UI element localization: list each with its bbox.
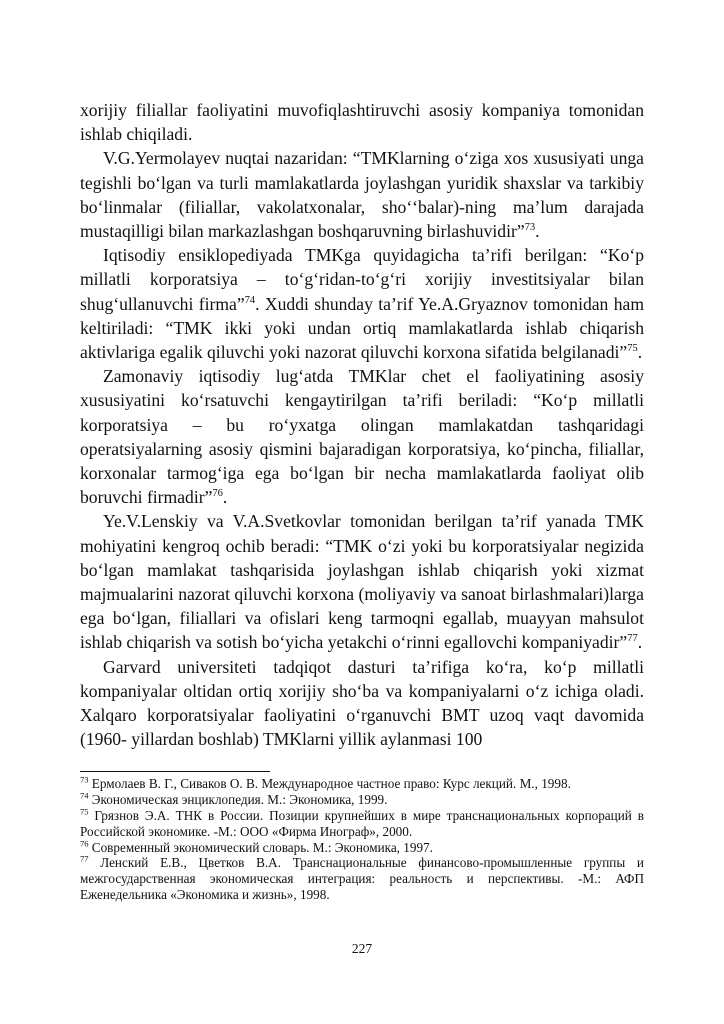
footnote-77: $^{77}$ Ленский Е.В., Цветков В.А. Транснациональные финансово-промышленные группы и межгосударственная экономическая интеграция: реальность и перспективы. -М.: АФП Еженедельника «Экономика и жизнь», 1998. [80, 854, 644, 903]
footnote-ref-74[interactable]: 74 [244, 294, 256, 306]
footnote-73: $^{73}$ Ермолаев В. Г., Сиваков О. В. Международное частное право: Курс лекций. М., 1998. [80, 775, 571, 792]
footnote-ref-73[interactable]: 73 [524, 222, 536, 234]
footnote-ref-75[interactable]: 75 [627, 343, 638, 355]
footnote-74: $^{74}$ Экономическая энциклопедия. М.: Экономика, 1999. [80, 790, 388, 808]
paragraph-4: Zamonaviy iqtisodiy lugʻatda TMKlar chet el faoliyatining asosiy xususiyatini koʻrsatuvchi kengaytirilgan taʼrifi beriladi: “Koʻp millatli korporatsiya – bu roʻyxatga olingan mamlakatdan tashqaridagi operatsiyalarning asosiy qismini bajaradigan korporatsiya, koʻpincha, filiallar, korxonalar tarmogʻiga ega boʻlgan bir necha mamlakatlarda faoliyat olib boruvchi firmadir”$^{76}$. [80, 366, 644, 508]
footnote-76: $^{76}$ Современный экономический словарь. М.: Экономика, 1997. [80, 838, 433, 855]
paragraph-5: Ye.V.Lenskiy va V.A.Svetkovlar tomonidan berilgan taʼrif yanada TMK mohiyatini kengroq ochib beradi: “TMK oʻzi yoki bu korporatsiyalar negizida boʻlgan mamlakat tashqarisida joylashgan ishlab chiqarish yoki xizmat majmualarini nazorat qiluvchi korxona (moliyaviy va sanoat birlashmalari)larga ega boʻlgan, filiallari va ofislari keng tarmoqni egallab, muayyan mahsulot ishlab chiqarish va sotish boʻyicha yetakchi oʻrinni egallovchi kompaniyadir”$^{77}$. [80, 511, 644, 653]
paragraph-1: xorijiy filiallar faoliyatini muvofiqlashtiruvchi asosiy kompaniya tomonidan ishlab chiqiladi. [80, 100, 644, 145]
paragraph-2: V.G.Yermolayev nuqtai nazaridan: “TMKlarning oʻziga xos xususiyati unga tegishli boʻlgan va turli mamlakatlarda joylashgan yuridik shaxslar va tarkibiy boʻlinmalar (filiallar, vakolatxonalar, shoʻʻbalar)-ning maʼlum darajada mustaqilligi bilan markazlashgan boshqaruvning birlashuvidir”$^{73}$. [80, 148, 644, 242]
paragraph-6: Garvard universiteti tadqiqot dasturi taʼrifiga koʻra, koʻp millatli kompaniyalar oltidan ortiq xorijiy shoʻba va kompaniyalarni oʻz ichiga oladi. Xalqaro korporatsiyalar faoliyatini oʻrganuvchi BMT uzoq vaqt davomida (1960- yillardan boshlab) TMKlarni yillik aylanmasi 100 [80, 656, 644, 750]
footnote-ref-77[interactable]: 77 [627, 633, 638, 645]
footnote-separator [80, 771, 270, 772]
document-page [80, 98, 644, 903]
paragraph-3: Iqtisodiy ensiklopediyada TMKga quyidagicha taʼrifi berilgan: “Koʻp millatli korporatsiya – toʻgʻridan-toʻgʻri xorijiy investitsiyalar bilan shugʻullanuvchi firma”$^{74}$. Xuddi shunday taʼrif Ye.A.Gryaznov tomonidan ham keltiriladi: “TMK ikki yoki undan ortiq mamlakatlarda ishlab chiqarish aktivlariga egalik qiluvchi yoki nazorat qiluvchi korxona sifatida belgilanadi”$^{75}$. [80, 245, 645, 363]
footnote-75: $^{75}$ Грязнов Э.А. ТНК в России. Позиции крупнейших в мире транснациональных корпораций в Российской экономике. -М.: ООО «Фирма Инограф», 2000. [80, 806, 644, 839]
page-number: 227 [351, 941, 373, 956]
footnote-ref-76[interactable]: 76 [212, 488, 223, 500]
